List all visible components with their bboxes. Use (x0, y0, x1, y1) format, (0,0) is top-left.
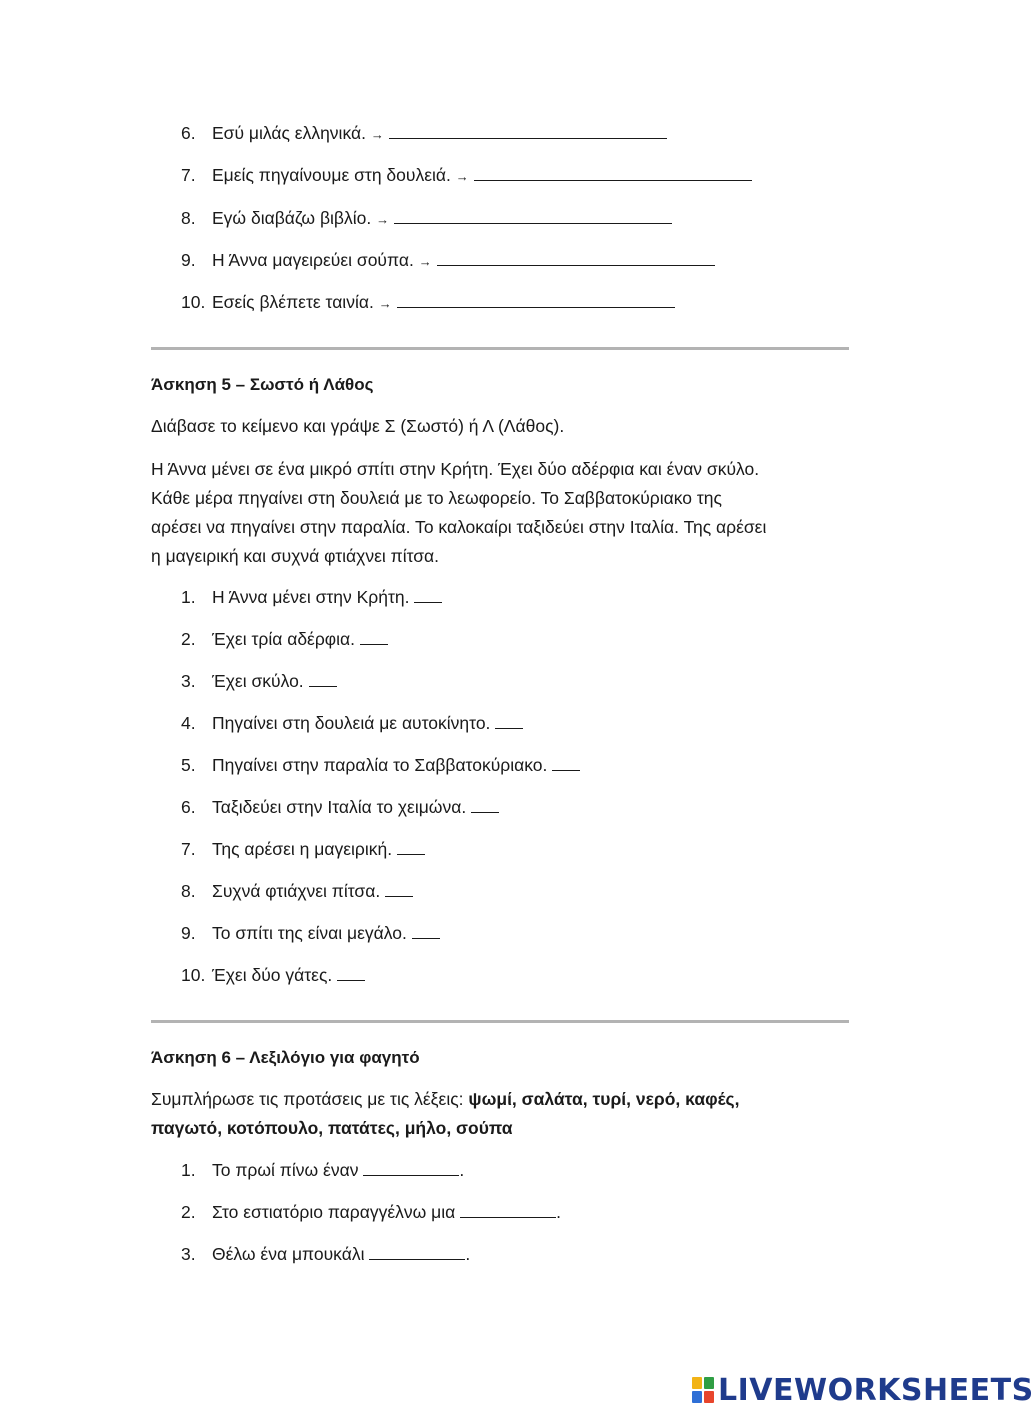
item-number: 10. (181, 292, 206, 312)
item-number: 4. (181, 713, 196, 733)
word-bank-line: ψωμί, σαλάτα, τυρί, νερό, καφές, (468, 1089, 740, 1109)
logo-square (692, 1391, 702, 1403)
answer-blank[interactable] (385, 879, 413, 897)
logo-square (692, 1377, 702, 1389)
answer-blank[interactable] (363, 1158, 459, 1176)
liveworksheets-logo[interactable] (692, 1374, 1034, 1406)
arrow-icon: → (378, 296, 392, 311)
item-text: Η Άννα μαγειρεύει σούπα. (212, 250, 414, 270)
logo-square (704, 1391, 714, 1403)
list-item (151, 753, 580, 777)
item-end: . (556, 1202, 562, 1222)
answer-blank[interactable] (394, 206, 672, 224)
answer-blank[interactable] (369, 1242, 465, 1260)
item-number: 3. (181, 1244, 196, 1264)
item-text: Το σπίτι της είναι μεγάλο. (212, 923, 407, 943)
item-number: 2. (181, 629, 196, 649)
item-text: Πηγαίνει στη δουλειά με αυτοκίνητο. (212, 713, 491, 733)
exercise5-passage (151, 455, 849, 571)
item-text: Στο εστιατόριο παραγγέλνω μια (212, 1202, 456, 1222)
logo-text: LIVEWORKSHEETS (718, 1372, 1034, 1408)
list-item (151, 206, 672, 232)
passage-line: Η Άννα μένει σε ένα μικρό σπίτι στην Κρήτη. Έχει δύο αδέρφια και έναν σκύλο. (151, 459, 760, 479)
item-text: Πηγαίνει στην παραλία το Σαββατοκύριακο. (212, 755, 548, 775)
passage-line: αρέσει να πηγαίνει στην παραλία. Το καλοκαίρι ταξιδεύει στην Ιταλία. Της αρέσει (151, 517, 767, 537)
list-item (151, 163, 752, 189)
answer-blank[interactable] (460, 1200, 556, 1218)
list-item (151, 879, 413, 903)
answer-blank[interactable] (389, 121, 667, 139)
item-text: Της αρέσει η μαγειρική. (212, 839, 393, 859)
item-number: 1. (181, 1160, 196, 1180)
answer-blank[interactable] (437, 248, 715, 266)
exercise6-instruction (151, 1085, 849, 1143)
list-item (151, 1242, 470, 1266)
answer-blank[interactable] (337, 963, 365, 981)
item-text: Ταξιδεύει στην Ιταλία το χειμώνα. (212, 797, 467, 817)
instruction-prefix: Συμπλήρωσε τις προτάσεις με τις λέξεις: (151, 1089, 464, 1109)
item-number: 8. (181, 881, 196, 901)
logo-square (704, 1377, 714, 1389)
list-item (151, 290, 675, 316)
item-number: 9. (181, 923, 196, 943)
list-item (151, 921, 440, 945)
list-item (151, 121, 667, 147)
item-text: Εμείς πηγαίνουμε στη δουλειά. (212, 165, 451, 185)
answer-blank[interactable] (360, 627, 388, 645)
item-text: Εγώ διαβάζω βιβλίο. (212, 208, 372, 228)
arrow-icon: → (455, 169, 469, 184)
answer-blank[interactable] (471, 795, 499, 813)
list-item (151, 837, 425, 861)
word-bank-line: παγωτό, κοτόπουλο, πατάτες, μήλο, σούπα (151, 1118, 513, 1138)
answer-blank[interactable] (412, 921, 440, 939)
passage-line: η μαγειρική και συχνά φτιάχνει πίτσα. (151, 546, 440, 566)
list-item (151, 1200, 561, 1224)
item-text: Έχει τρία αδέρφια. (212, 629, 356, 649)
item-number: 1. (181, 587, 196, 607)
answer-blank[interactable] (397, 290, 675, 308)
exercise5-instruction: Διάβασε το κείμενο και γράψε Σ (Σωστό) ή Λ (Λάθος). (151, 416, 565, 436)
item-text: Εσύ μιλάς ελληνικά. (212, 123, 366, 143)
item-text: Εσείς βλέπετε ταινία. (212, 292, 374, 312)
list-item (151, 248, 715, 274)
item-end: . (465, 1244, 471, 1264)
passage-line: Κάθε μέρα πηγαίνει στη δουλειά με το λεωφορείο. Το Σαββατοκύριακο της (151, 488, 722, 508)
answer-blank[interactable] (474, 163, 752, 181)
item-number: 3. (181, 671, 196, 691)
item-end: . (459, 1160, 465, 1180)
section-divider (151, 347, 849, 350)
list-item (151, 711, 523, 735)
item-number: 5. (181, 755, 196, 775)
list-item (151, 1158, 464, 1182)
item-number: 7. (181, 839, 196, 859)
logo-mark-icon (692, 1377, 714, 1403)
answer-blank[interactable] (414, 585, 442, 603)
item-number: 9. (181, 250, 196, 270)
item-text: Θέλω ένα μπουκάλι (212, 1244, 365, 1264)
item-number: 2. (181, 1202, 196, 1222)
list-item (151, 963, 365, 987)
list-item (151, 669, 337, 693)
exercise5-title: Άσκηση 5 – Σωστό ή Λάθος (151, 375, 374, 394)
arrow-icon: → (376, 212, 390, 227)
list-item (151, 627, 388, 651)
section-divider (151, 1020, 849, 1023)
arrow-icon: → (418, 254, 432, 269)
instruction-line (151, 1114, 849, 1143)
item-number: 8. (181, 208, 196, 228)
item-number: 10. (181, 965, 206, 985)
item-number: 7. (181, 165, 196, 185)
item-text: Έχει σκύλο. (212, 671, 304, 691)
item-number: 6. (181, 797, 196, 817)
item-text: Η Άννα μένει στην Κρήτη. (212, 587, 410, 607)
answer-blank[interactable] (552, 753, 580, 771)
answer-blank[interactable] (309, 669, 337, 687)
list-item (151, 795, 499, 819)
instruction-line (151, 1085, 849, 1114)
answer-blank[interactable] (397, 837, 425, 855)
item-text: Έχει δύο γάτες. (212, 965, 333, 985)
exercise6-title: Άσκηση 6 – Λεξιλόγιο για φαγητό (151, 1048, 420, 1067)
arrow-icon: → (370, 127, 384, 142)
item-text: Συχνά φτιάχνει πίτσα. (212, 881, 381, 901)
list-item (151, 585, 442, 609)
item-number: 6. (181, 123, 196, 143)
answer-blank[interactable] (495, 711, 523, 729)
item-text: Το πρωί πίνω έναν (212, 1160, 359, 1180)
